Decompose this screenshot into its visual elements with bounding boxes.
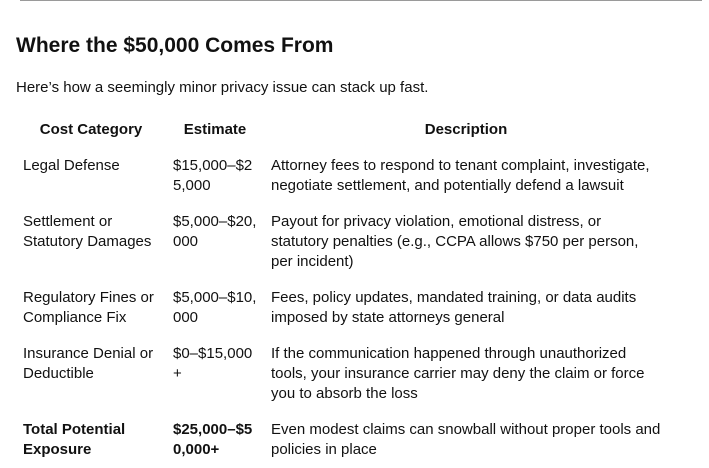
total-description-cell: Even modest claims can snowball without proper tools and policies in place — [271, 421, 661, 458]
estimate-cell: $5,000–$20,000 — [173, 213, 257, 250]
column-header-cost-category: Cost Category — [39, 121, 143, 138]
table-row — [16, 148, 668, 204]
description-cell: Fees, policy updates, mandated training, or data audits imposed by state attorneys general — [271, 289, 637, 326]
table-row — [16, 204, 668, 280]
cost-breakdown-table — [16, 112, 668, 468]
top-divider — [20, 0, 702, 1]
intro-text: Here’s how a seemingly minor privacy issue can stack up fast. — [16, 79, 429, 96]
cost-category-cell: Settlement or Statutory Damages — [23, 213, 152, 250]
page-title: Where the $50,000 Comes From — [16, 34, 334, 57]
description-cell: Attorney fees to respond to tenant complaint, investigate, negotiate settlement, and potentially defend a lawsuit — [271, 157, 650, 194]
total-estimate-cell: $25,000–$50,000+ — [173, 421, 253, 458]
table-row — [16, 336, 668, 412]
column-header-description: Description — [424, 121, 508, 138]
column-header-estimate: Estimate — [183, 121, 247, 138]
estimate-cell: $0–$15,000+ — [173, 345, 253, 382]
cost-category-cell: Insurance Denial or Deductible — [23, 345, 154, 382]
cost-category-cell: Regulatory Fines or Compliance Fix — [23, 289, 154, 326]
table-row — [16, 280, 668, 336]
total-row — [16, 412, 668, 468]
cost-category-cell: Legal Defense — [23, 157, 120, 174]
total-category-cell: Total Potential Exposure — [23, 421, 126, 458]
description-cell: If the communication happened through unauthorized tools, your insurance carrier may deny the claim or force you to absorb the loss — [271, 345, 645, 402]
estimate-cell: $15,000–$25,000 — [173, 157, 253, 194]
estimate-cell: $5,000–$10,000 — [173, 289, 257, 326]
table-header-row — [16, 112, 668, 148]
description-cell: Payout for privacy violation, emotional distress, or statutory penalties (e.g., CCPA allows $750 per person, per incident) — [271, 213, 639, 270]
